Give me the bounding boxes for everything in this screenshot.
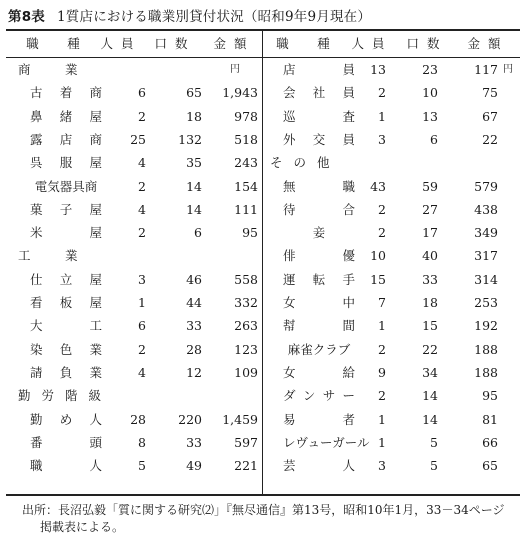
persons-value: 9 (378, 364, 386, 380)
persons-value: 2 (378, 225, 386, 241)
amount-value: 109 (234, 364, 258, 380)
table-caption: 1質店における職業別貸付状況（昭和9年9月現在） (57, 9, 372, 25)
amount-value: 188 (474, 341, 498, 357)
occupation-label: 勤め人 (30, 411, 102, 427)
count-value: 34 (422, 364, 438, 380)
header-amount-left: 金額 (213, 36, 255, 51)
persons-value: 6 (138, 85, 146, 101)
count-value: 17 (422, 225, 438, 241)
amount-value: 243 (234, 155, 258, 171)
persons-value: 4 (138, 201, 146, 217)
persons-value: 13 (370, 62, 386, 77)
header-count-left: 口数 (154, 36, 196, 51)
table-title (8, 5, 371, 25)
amount-value: 253 (474, 295, 498, 310)
persons-value: 6 (138, 318, 146, 334)
header-persons-right: 人員 (351, 36, 393, 51)
count-value: 14 (422, 388, 438, 404)
occupation-label: 待 合 (283, 201, 355, 217)
occupation-label: 妾 (312, 225, 326, 241)
amount-value: 117 (474, 62, 498, 77)
count-value: 65 (186, 85, 202, 101)
count-value: 10 (422, 85, 438, 101)
occupation-label: 会社員 (283, 85, 355, 101)
header-count-right: 口数 (406, 36, 448, 51)
occupation-label: 幇 間 (283, 318, 355, 334)
persons-value: 2 (138, 341, 146, 357)
amount-value: 597 (234, 434, 258, 450)
persons-value: 2 (378, 85, 386, 101)
count-value: 40 (422, 248, 438, 264)
amount-value: 95 (242, 225, 258, 241)
count-value: 33 (422, 271, 438, 287)
amount-value: 75 (482, 85, 498, 101)
occupation-label: 呉服屋 (30, 155, 102, 171)
persons-value: 2 (138, 108, 146, 124)
amount-value: 81 (482, 411, 498, 427)
amount-value: 221 (234, 458, 258, 474)
persons-value: 2 (378, 388, 386, 404)
count-value: 59 (422, 178, 438, 194)
persons-value: 3 (378, 131, 386, 147)
count-value: 5 (430, 434, 438, 450)
occupation-label: 看板屋 (30, 295, 102, 310)
occupation-label: 女 給 (283, 364, 355, 380)
amount-value: 111 (234, 201, 258, 217)
occupation-label: 請負業 (30, 364, 102, 380)
persons-value: 10 (370, 248, 386, 264)
header-persons-left: 人員 (100, 36, 142, 51)
table-number: 第8表 (8, 9, 45, 25)
occupation-label: 米 屋 (30, 225, 102, 241)
occupation-label: レヴューガール (283, 434, 370, 450)
count-value: 33 (186, 318, 202, 334)
occupation-label: 易 者 (283, 411, 355, 427)
center-divider (262, 31, 263, 494)
amount-value: 95 (482, 388, 498, 404)
count-value: 35 (186, 155, 202, 171)
persons-value: 1 (138, 295, 146, 310)
count-value: 13 (422, 108, 438, 124)
amount-value: 314 (474, 271, 498, 287)
count-value: 23 (422, 62, 438, 77)
count-value: 12 (186, 364, 202, 380)
amount-value: 349 (474, 225, 498, 241)
persons-value: 2 (378, 341, 386, 357)
persons-value: 1 (378, 108, 386, 124)
amount-value: 1,459 (222, 411, 258, 427)
header-occupation-left: 職 種 (26, 36, 88, 51)
persons-value: 15 (370, 271, 386, 287)
occupation-label: 外交員 (283, 131, 355, 147)
occupation-label: 店 員 (283, 62, 355, 77)
occupation-label: 菓子屋 (30, 201, 102, 217)
amount-value: 978 (234, 108, 258, 124)
count-value: 220 (178, 411, 202, 427)
occupation-label: 麻雀クラブ (287, 341, 351, 357)
persons-value: 2 (378, 201, 386, 217)
persons-value: 5 (138, 458, 146, 474)
persons-value: 8 (138, 434, 146, 450)
persons-value: 43 (370, 178, 386, 194)
count-value: 6 (430, 131, 438, 147)
occupation-label: 巡 査 (283, 108, 355, 124)
occupation-label: 女 中 (283, 295, 355, 310)
count-value: 28 (186, 341, 202, 357)
persons-value: 3 (138, 271, 146, 287)
count-value: 132 (178, 131, 202, 147)
count-value: 6 (194, 225, 202, 241)
header-occupation-right: 職 種 (276, 36, 338, 51)
unit-label-right: 円 (503, 64, 513, 75)
amount-value: 317 (474, 248, 498, 264)
count-value: 14 (186, 201, 202, 217)
persons-value: 2 (138, 178, 146, 194)
amount-value: 558 (234, 271, 258, 287)
persons-value: 1 (378, 411, 386, 427)
amount-value: 123 (234, 341, 258, 357)
header-rule (6, 57, 520, 58)
occupation-label: 番 頭 (30, 434, 102, 450)
category-label: その他 (270, 155, 341, 171)
amount-value: 65 (482, 458, 498, 474)
category-label: 勤労階級 (18, 388, 113, 404)
count-value: 14 (186, 178, 202, 194)
count-value: 49 (186, 458, 202, 474)
source-note: 出所：長沼弘毅「質に関する研究⑵」『無尽通信』第13号，昭和10年1月，33－34ページ掲載表による。 (22, 503, 505, 534)
count-value: 33 (186, 434, 202, 450)
occupation-label: 鼻緒屋 (30, 108, 102, 124)
persons-value: 7 (378, 295, 386, 310)
persons-value: 4 (138, 155, 146, 171)
occupation-label: 芸 人 (283, 458, 355, 474)
bottom-rule (6, 494, 520, 496)
persons-value: 4 (138, 364, 146, 380)
count-value: 18 (422, 295, 438, 310)
amount-value: 66 (482, 434, 498, 450)
amount-value: 579 (474, 178, 498, 194)
amount-value: 192 (474, 318, 498, 334)
unit-label-left: 円 (230, 64, 240, 75)
count-value: 5 (430, 458, 438, 474)
count-value: 27 (422, 201, 438, 217)
count-value: 14 (422, 411, 438, 427)
count-value: 15 (422, 318, 438, 334)
amount-value: 263 (234, 318, 258, 334)
persons-value: 3 (378, 458, 386, 474)
persons-value: 25 (130, 131, 146, 147)
amount-value: 22 (482, 131, 498, 147)
persons-value: 1 (378, 318, 386, 334)
category-label: 工 業 (18, 248, 89, 264)
occupation-label: 無 職 (283, 178, 355, 194)
occupation-label: 古着商 (30, 85, 102, 101)
amount-value: 67 (482, 108, 498, 124)
top-rule (6, 29, 520, 31)
persons-value: 2 (138, 225, 146, 241)
occupation-label: 運転手 (283, 271, 355, 287)
persons-value: 1 (378, 434, 386, 450)
count-value: 18 (186, 108, 202, 124)
persons-value: 28 (130, 411, 146, 427)
amount-value: 438 (474, 201, 498, 217)
occupation-label: 大 工 (30, 318, 102, 334)
amount-value: 1,943 (222, 85, 258, 101)
occupation-label: 仕立屋 (30, 271, 102, 287)
count-value: 22 (422, 341, 438, 357)
occupation-label: ダンサー (283, 388, 355, 404)
occupation-label: 俳 優 (283, 248, 355, 264)
count-value: 44 (186, 295, 202, 310)
occupation-label: 露店商 (30, 131, 102, 147)
amount-value: 154 (234, 178, 258, 194)
amount-value: 518 (234, 131, 258, 147)
occupation-label: 染色業 (30, 341, 102, 357)
amount-value: 188 (474, 364, 498, 380)
occupation-label: 職 人 (30, 458, 102, 474)
header-amount-right: 金額 (467, 36, 509, 51)
occupation-label: 電気器具商 (34, 178, 98, 194)
amount-value: 332 (234, 295, 258, 310)
count-value: 46 (186, 271, 202, 287)
category-label: 商 業 (18, 62, 89, 77)
